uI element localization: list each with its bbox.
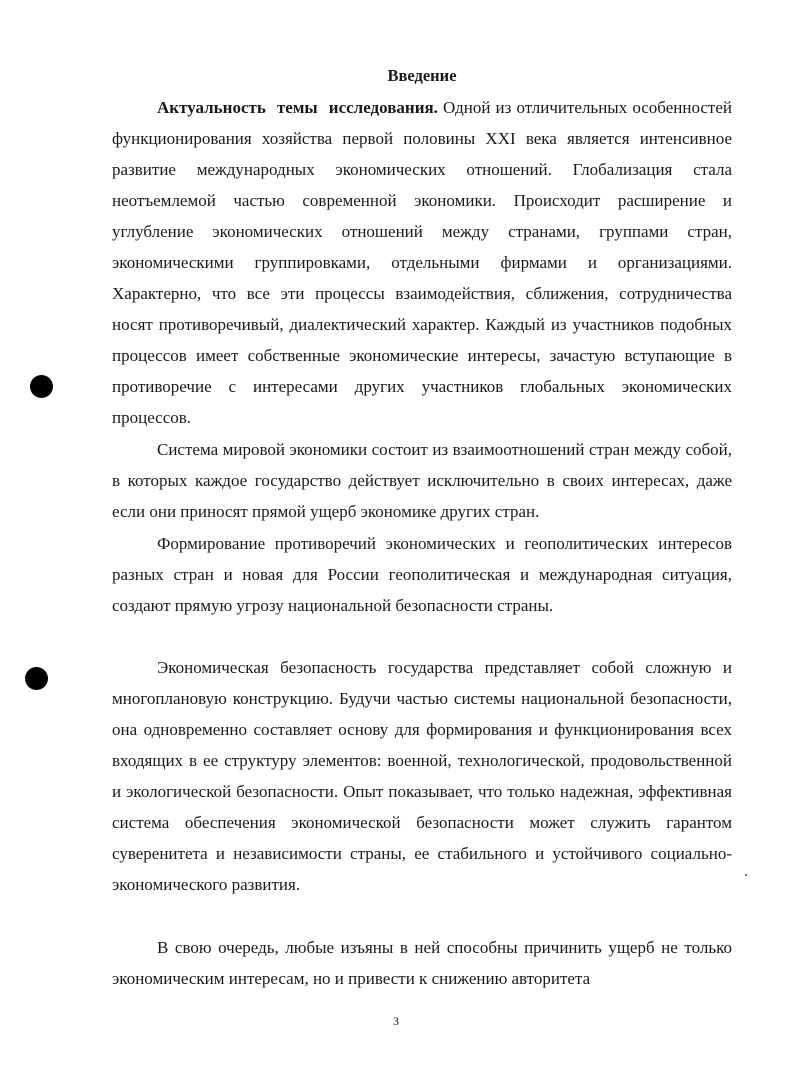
punch-hole-mark [30, 375, 53, 398]
paragraph-relevance [112, 92, 732, 433]
paragraph-economic-security: Экономическая безопасность государства представляет собой сложную и многоплановую конструкцию. Будучи частью системы национальной безопасности, она одновременно составляет основу для формирования и функционирования всех входящих в ее структуру элементов: военной, технологической, продовольственной и экологической безопасности. Опыт показывает, что только надежная, эффективная система обеспечения экономической безопасности может служить гарантом суверенитета и независимости страны, ее стабильного и устойчивого социально-экономического развития. [112, 658, 732, 894]
paragraph-text: Одной из отличительных особенностей функционирования хозяйства первой половины XXI века является интенсивное развитие международных экономических отношений. Глобализация стала неотъемлемой частью современной экономики. Происходит расширение и углубление экономических отношений между странами, группами стран, экономическими группировками, отдельными фирмами и организациями. Характерно, что все эти процессы взаимодействия, сближения, сотрудничества носят противоречивый, диалектический характер. Каждый из участников подобных процессов имеет собственные экономические интересы, зачастую вступающие в противоречие с интересами других участников глобальных экономических процессов. [112, 98, 732, 427]
paragraph-lead: Актуальность темы исследования. [157, 98, 438, 117]
paragraph-flaws: В свою очередь, любые изъяны в ней способны причинить ущерб не только экономическим интересам, но и привести к снижению авторитета [112, 938, 732, 988]
paragraph-world-economy: Система мировой экономики состоит из взаимоотношений стран между собой, в которых каждое государство действует исключительно в своих интересах, даже если они приносят прямой ущерб экономике других стран. [112, 440, 732, 521]
paragraph-contradictions: Формирование противоречий экономических и геополитических интересов разных стран и новая для России геополитическая и международная ситуация, создают прямую угрозу национальной безопасности страны. [112, 534, 732, 615]
punch-hole-mark [25, 667, 48, 690]
page-title: Введение [387, 66, 457, 85]
page-number: 3 [393, 1014, 399, 1028]
scan-speck [745, 874, 747, 876]
